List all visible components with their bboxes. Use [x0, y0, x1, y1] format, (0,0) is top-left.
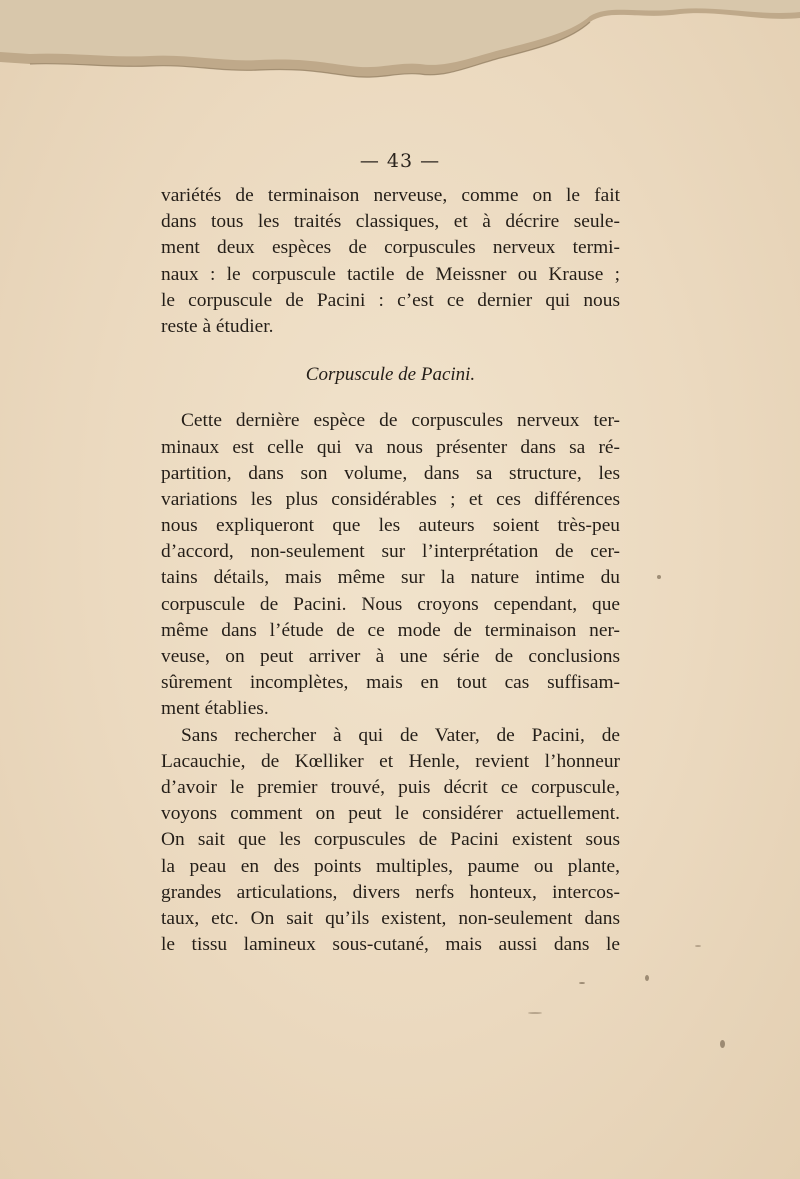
text-line: On sait que les corpuscules de Pacini existent sous: [161, 829, 620, 851]
paragraph: [161, 183, 620, 340]
text-line: le corpuscule de Pacini : c’est ce dernier qui nous: [161, 289, 620, 311]
text-line: naux : le corpuscule tactile de Meissner ou Krause ;: [161, 263, 620, 285]
text-line: d’avoir le premier trouvé, puis décrit ce corpuscule,: [161, 776, 620, 798]
text-line: voyons comment on peut le considérer actuellement.: [161, 803, 620, 825]
text-line: corpuscule de Pacini. Nous croyons cependant, que: [161, 593, 620, 615]
text-line: taux, etc. On sait qu’ils existent, non-seulement dans: [161, 907, 620, 929]
text-line: le tissu lamineux sous-cutané, mais aussi dans le: [161, 934, 620, 956]
page-number: — 43 —: [359, 150, 441, 172]
paragraph: [161, 408, 620, 722]
text-line: grandes articulations, divers nerfs honteux, intercos-: [161, 881, 620, 903]
text-line: Lacauchie, de Kœlliker et Henle, revient l’honneur: [161, 750, 620, 772]
paper-speck: [720, 1040, 725, 1048]
torn-top-edge: [0, 0, 800, 110]
text-line: variétés de terminaison nerveuse, comme on le fait: [161, 185, 620, 206]
text-line: dans tous les traités classiques, et à décrire seule-: [161, 211, 620, 233]
text-line: partition, dans son volume, dans sa structure, les: [161, 462, 620, 484]
text-line: reste à étudier.: [161, 315, 274, 337]
text-line: Sans rechercher à qui de Vater, de Pacini, de: [181, 724, 620, 746]
paper-speck: [657, 575, 661, 579]
text-line: même dans l’étude de ce mode de terminaison ner-: [161, 619, 620, 641]
text-line: ment deux espèces de corpuscules nerveux termi-: [161, 237, 620, 259]
paper-speck: [579, 982, 585, 984]
text-line: veuse, on peut arriver à une série de conclusions: [161, 646, 620, 667]
paper-speck: [528, 1012, 542, 1014]
paragraph: [161, 723, 620, 959]
paper-speck: [695, 945, 701, 947]
paper-speck: [645, 975, 649, 981]
text-line: Cette dernière espèce de corpuscules nerveux ter-: [181, 410, 620, 432]
text-line: nous expliqueront que les auteurs soient très-peu: [161, 515, 620, 537]
text-line: variations les plus considérables ; et ces différences: [161, 488, 620, 510]
body-text: [161, 183, 620, 958]
text-line: tains détails, mais même sur la nature intime du: [161, 567, 620, 589]
text-line: la peau en des points multiples, paume ou plante,: [161, 855, 620, 877]
text-line: minaux est celle qui va nous présenter dans sa ré-: [161, 436, 620, 458]
section-heading: Corpuscule de Pacini.: [305, 364, 476, 386]
text-line: sûrement incomplètes, mais en tout cas suffisam-: [161, 672, 620, 694]
text-line: d’accord, non-seulement sur l’interprétation de cer-: [161, 541, 620, 563]
text-line: ment établies.: [161, 698, 269, 720]
